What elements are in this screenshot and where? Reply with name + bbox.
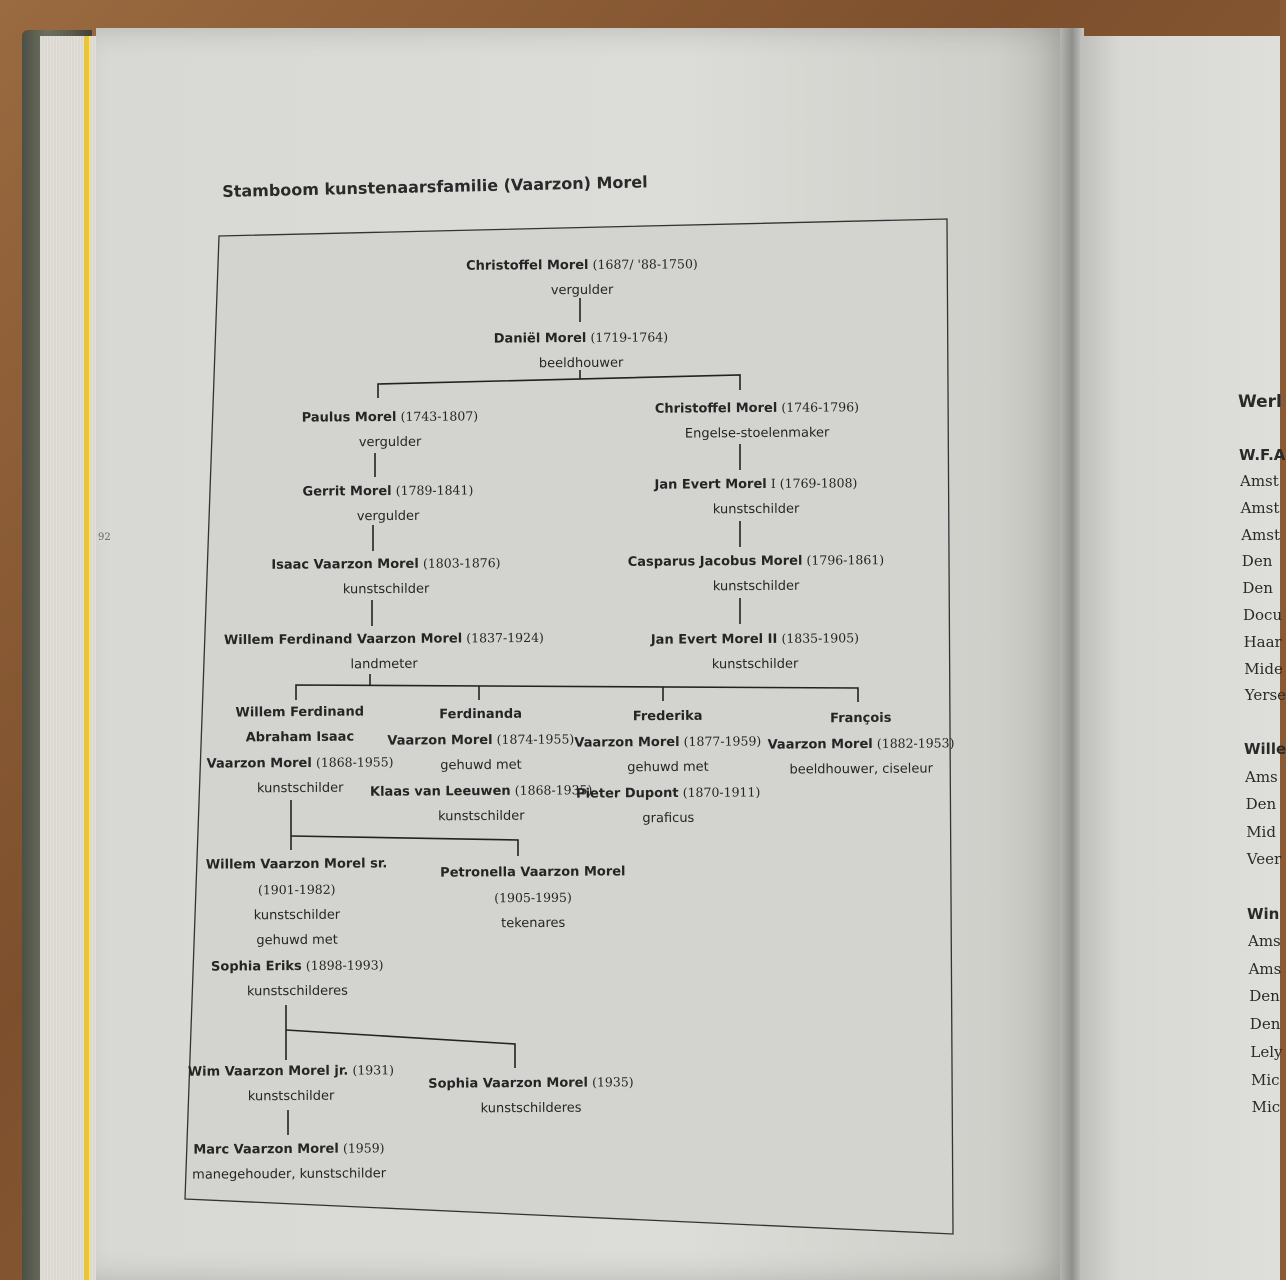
right-page-line: Den <box>1245 795 1277 814</box>
person-daniel-morel: Daniël Morel (1719-1764) beeldhouwer <box>493 329 669 372</box>
right-page-line: Mide <box>1244 659 1283 678</box>
right-section-1-heading: W.F.A <box>1239 446 1286 464</box>
right-page-line: Mid <box>1246 822 1276 841</box>
right-section-2-heading: Wille <box>1244 740 1286 758</box>
right-page-line: Den <box>1249 1015 1281 1034</box>
right-page-line: Ams <box>1245 768 1278 786</box>
right-page-line: Lely <box>1250 1042 1283 1061</box>
person-francois: François Vaarzon Morel (1882-1953) beeldhouwer, ciseleur <box>767 710 955 778</box>
person-petronella-vaarzon-morel: Petronella Vaarzon Morel (1905-1995) tekenares <box>440 864 626 932</box>
person-willem-ferdinand-vaarzon-morel: Willem Ferdinand Vaarzon Morel (1837-1924) landmeter <box>223 629 544 673</box>
person-willem-vaarzon-morel-sr: Willem Vaarzon Morel sr. (1901-1982) kunstschilder gehuwd met Sophia Eriks (1898-1993) kunstschilderes <box>205 856 388 1000</box>
right-page-line: Mic <box>1251 1070 1280 1089</box>
right-page-line: Ams <box>1248 959 1282 978</box>
person-christoffel-morel-2: Christoffel Morel (1746-1796) Engelse-stoelenmaker <box>654 399 860 442</box>
right-page-line: Amst <box>1240 472 1279 490</box>
right-page-heading: Werl <box>1238 392 1282 412</box>
right-page-line: Den <box>1249 987 1280 1006</box>
person-wim-vaarzon-morel-jr: Wim Vaarzon Morel jr. (1931) kunstschilder <box>187 1062 395 1105</box>
right-page-line: Haar <box>1243 632 1282 651</box>
person-paulus-morel: Paulus Morel (1743-1807) vergulder <box>301 408 479 451</box>
person-casparus-jacobus-morel: Casparus Jacobus Morel (1796-1861) kunstschilder <box>627 552 885 595</box>
person-isaac-vaarzon-morel: Isaac Vaarzon Morel (1803-1876) kunstschilder <box>271 555 501 598</box>
right-page-line: Amst <box>1241 525 1280 544</box>
right-page-line: Veer <box>1246 849 1282 868</box>
right-page-line: Den <box>1241 552 1273 571</box>
right-page-line: Amst <box>1240 498 1280 517</box>
person-gerrit-morel: Gerrit Morel (1789-1841) vergulder <box>302 482 474 525</box>
person-christoffel-morel-1: Christoffel Morel (1687/ '88-1750) vergulder <box>466 256 698 299</box>
right-page-line: Den <box>1242 579 1273 598</box>
right-page-line: Yerse <box>1244 686 1286 705</box>
right-page-line: Docu <box>1243 606 1283 624</box>
person-marc-vaarzon-morel: Marc Vaarzon Morel (1959) manegehouder, kunstschilder <box>192 1140 387 1183</box>
person-jan-evert-morel-1: Jan Evert Morel I (1769-1808) kunstschilder <box>654 475 858 518</box>
person-willem-ferdinand-abraham-isaac: Willem Ferdinand Abraham Isaac Vaarzon Morel (1868-1955) kunstschilder <box>206 704 394 797</box>
person-sophia-vaarzon-morel: Sophia Vaarzon Morel (1935) kunstschilderes <box>428 1074 634 1117</box>
right-page-line: Mic <box>1251 1098 1281 1117</box>
person-frederika: Frederika Vaarzon Morel (1877-1959) gehuwd met Pieter Dupont (1870-1911) graficus <box>574 708 762 827</box>
person-jan-evert-morel-2: Jan Evert Morel II (1835-1905) kunstschilder <box>650 630 860 673</box>
right-page-line: Ams <box>1248 932 1281 950</box>
right-section-3-heading: Win <box>1247 905 1280 923</box>
person-ferdinanda: Ferdinanda Vaarzon Morel (1874-1955) gehuwd met Klaas van Leeuwen (1868-1935) kunstschilder <box>369 706 593 825</box>
page-title: Stamboom kunstenaarsfamilie (Vaarzon) Morel <box>222 172 648 201</box>
page-number: 92 <box>98 532 111 543</box>
